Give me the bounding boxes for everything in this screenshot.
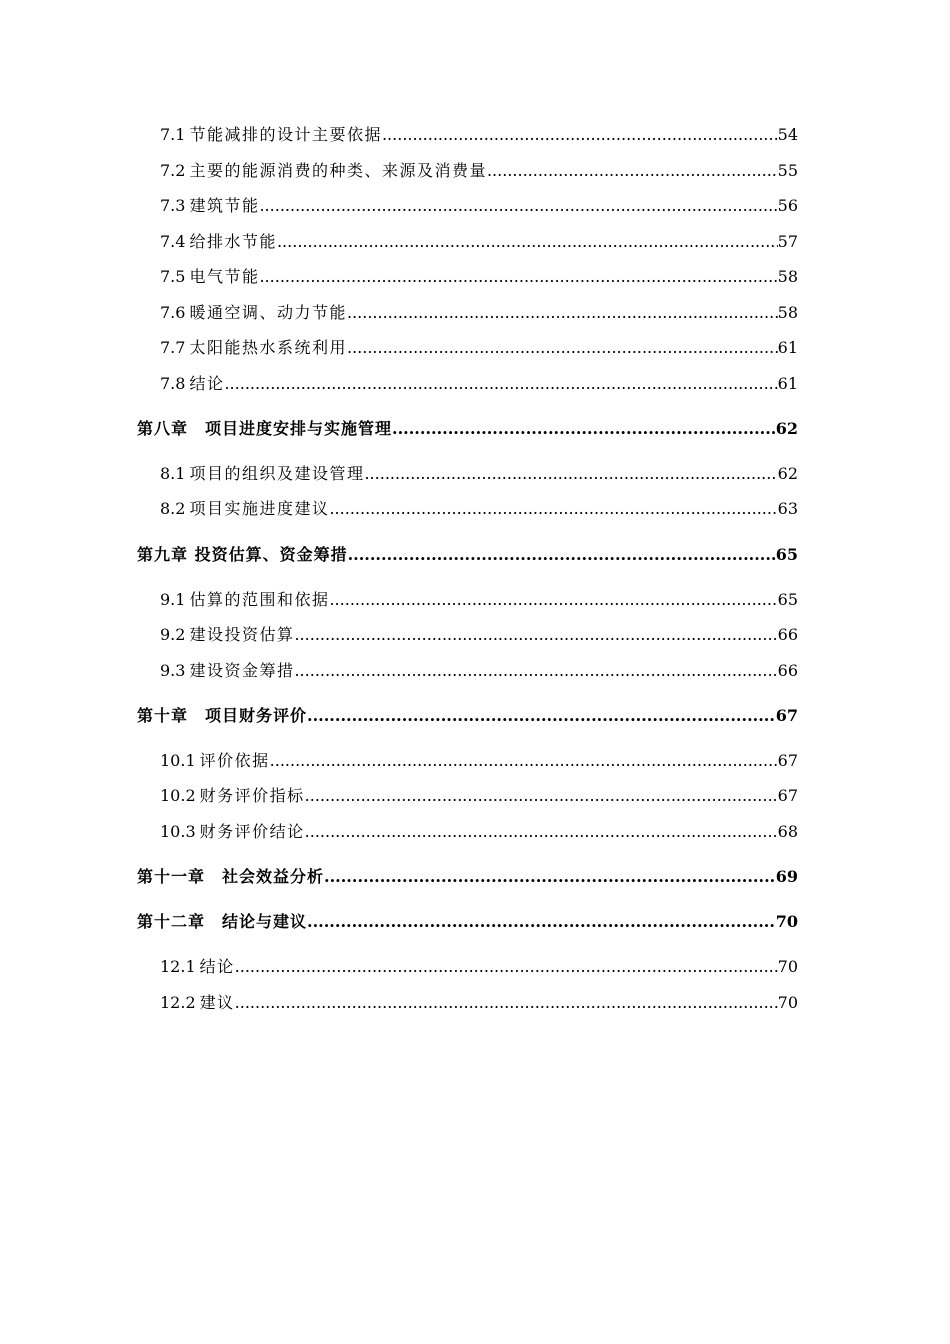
toc-entry-page: 66	[777, 625, 798, 644]
toc-entry-number: 7.3	[160, 196, 186, 215]
toc-entry-9-3[interactable]	[160, 661, 798, 681]
toc-entry-number: 7.6	[160, 303, 186, 322]
toc-entry-number: 7.2	[160, 161, 186, 180]
toc-entry-number: 8.1	[160, 464, 186, 483]
toc-entry-title: 财务评价结论	[199, 822, 305, 841]
toc-entry-page: 70	[775, 912, 798, 931]
toc-dot-leader	[277, 232, 778, 252]
toc-entry-number: 9.2	[160, 625, 186, 644]
toc-entry-7-4[interactable]	[160, 232, 798, 252]
toc-entry-title: 主要的能源消费的种类、来源及消费量	[189, 161, 487, 180]
toc-dot-leader	[235, 993, 778, 1013]
toc-chapter-title: 第十一章 社会效益分析	[137, 867, 325, 886]
toc-entry-number: 9.3	[160, 661, 186, 680]
toc-chapter-title: 第九章 投资估算、资金筹措	[137, 545, 348, 564]
toc-dot-leader	[307, 706, 776, 726]
toc-entry-page: 58	[777, 303, 798, 322]
toc-entry-8-2[interactable]	[160, 499, 798, 519]
toc-dot-leader	[305, 786, 778, 806]
toc-dot-leader	[382, 125, 778, 145]
toc-entry-9-1[interactable]	[160, 590, 798, 610]
toc-entry-7-5[interactable]	[160, 267, 798, 287]
toc-entry-title: 太阳能热水系统利用	[189, 338, 347, 357]
toc-entry-8-1[interactable]	[160, 464, 798, 484]
toc-entry-title: 结论	[189, 374, 225, 393]
toc-entry-page: 67	[775, 706, 798, 725]
toc-entry-page: 54	[777, 125, 798, 144]
toc-entry-10-3[interactable]	[160, 822, 798, 842]
toc-entry-12-1[interactable]	[160, 957, 798, 977]
toc-dot-leader	[305, 822, 778, 842]
toc-entry-page: 66	[777, 661, 798, 680]
toc-chapter-title: 第八章 项目进度安排与实施管理	[137, 419, 393, 438]
toc-dot-leader	[224, 374, 777, 394]
toc-chapter-8[interactable]	[137, 419, 798, 439]
toc-entry-title: 节能减排的设计主要依据	[189, 125, 382, 144]
toc-dot-leader	[329, 499, 777, 519]
toc-entry-page: 69	[775, 867, 798, 886]
toc-entry-9-2[interactable]	[160, 625, 798, 645]
toc-entry-title: 建设投资估算	[189, 625, 295, 644]
toc-entry-page: 55	[777, 161, 798, 180]
toc-entry-title: 建设资金筹措	[189, 661, 295, 680]
toc-entry-title: 结论	[199, 957, 235, 976]
toc-chapter-title: 第十二章 结论与建议	[137, 912, 308, 931]
toc-entry-page: 65	[777, 590, 798, 609]
toc-entry-number: 9.1	[160, 590, 186, 609]
toc-chapter-title: 第十章 项目财务评价	[137, 706, 308, 725]
toc-entry-7-1[interactable]	[160, 125, 798, 145]
toc-entry-page: 61	[777, 374, 798, 393]
toc-entry-10-1[interactable]	[160, 751, 798, 771]
toc-entry-title: 暖通空调、动力节能	[189, 303, 347, 322]
toc-entry-title: 财务评价指标	[199, 786, 305, 805]
toc-entry-7-7[interactable]	[160, 338, 798, 358]
toc-dot-leader	[347, 303, 778, 323]
toc-entry-7-3[interactable]	[160, 196, 798, 216]
toc-entry-page: 63	[777, 499, 798, 518]
toc-entry-number: 7.8	[160, 374, 186, 393]
toc-entry-12-2[interactable]	[160, 993, 798, 1013]
toc-chapter-10[interactable]	[137, 706, 798, 726]
toc-entry-number: 10.1	[160, 751, 196, 770]
toc-entry-number: 7.5	[160, 267, 186, 286]
toc-entry-page: 56	[777, 196, 798, 215]
toc-entry-page: 57	[777, 232, 798, 251]
toc-entry-page: 68	[777, 822, 798, 841]
toc-chapter-9[interactable]	[137, 545, 798, 565]
toc-entry-title: 建筑节能	[189, 196, 260, 215]
toc-entry-number: 10.3	[160, 822, 196, 841]
toc-entry-title: 评价依据	[199, 751, 270, 770]
toc-entry-page: 70	[777, 993, 798, 1012]
toc-dot-leader	[329, 590, 777, 610]
toc-entry-number: 10.2	[160, 786, 196, 805]
toc-entry-number: 12.1	[160, 957, 196, 976]
toc-entry-page: 62	[777, 464, 798, 483]
toc-chapter-11[interactable]	[137, 867, 798, 887]
toc-dot-leader	[235, 957, 778, 977]
toc-entry-title: 建议	[199, 993, 235, 1012]
toc-entry-title: 项目的组织及建设管理	[189, 464, 365, 483]
toc-entry-number: 7.1	[160, 125, 186, 144]
toc-dot-leader	[324, 867, 776, 887]
toc-dot-leader	[392, 419, 776, 439]
toc-entry-page: 62	[775, 419, 798, 438]
toc-entry-title: 电气节能	[189, 267, 260, 286]
toc-dot-leader	[348, 545, 776, 565]
toc-entry-page: 70	[777, 957, 798, 976]
toc-entry-7-6[interactable]	[160, 303, 798, 323]
toc-entry-number: 7.7	[160, 338, 186, 357]
toc-entry-number: 12.2	[160, 993, 196, 1012]
toc-dot-leader	[294, 661, 777, 681]
toc-entry-title: 估算的范围和依据	[189, 590, 330, 609]
toc-entry-number: 7.4	[160, 232, 186, 251]
toc-dot-leader	[294, 625, 777, 645]
toc-dot-leader	[307, 912, 776, 932]
toc-entry-page: 58	[777, 267, 798, 286]
toc-dot-leader	[487, 161, 778, 181]
toc-dot-leader	[259, 267, 777, 287]
toc-entry-page: 61	[777, 338, 798, 357]
toc-entry-page: 67	[777, 786, 798, 805]
toc-entry-page: 67	[777, 751, 798, 770]
toc-dot-leader	[270, 751, 778, 771]
toc-dot-leader	[347, 338, 778, 358]
toc-entry-7-8[interactable]	[160, 374, 798, 394]
toc-entry-page: 65	[775, 545, 798, 564]
toc-entry-7-2[interactable]	[160, 161, 798, 181]
toc-chapter-12[interactable]	[137, 912, 798, 932]
toc-entry-10-2[interactable]	[160, 786, 798, 806]
toc-dot-leader	[364, 464, 777, 484]
toc-entry-number: 8.2	[160, 499, 186, 518]
toc-entry-title: 给排水节能	[189, 232, 277, 251]
toc-entry-title: 项目实施进度建议	[189, 499, 330, 518]
toc-dot-leader	[259, 196, 777, 216]
